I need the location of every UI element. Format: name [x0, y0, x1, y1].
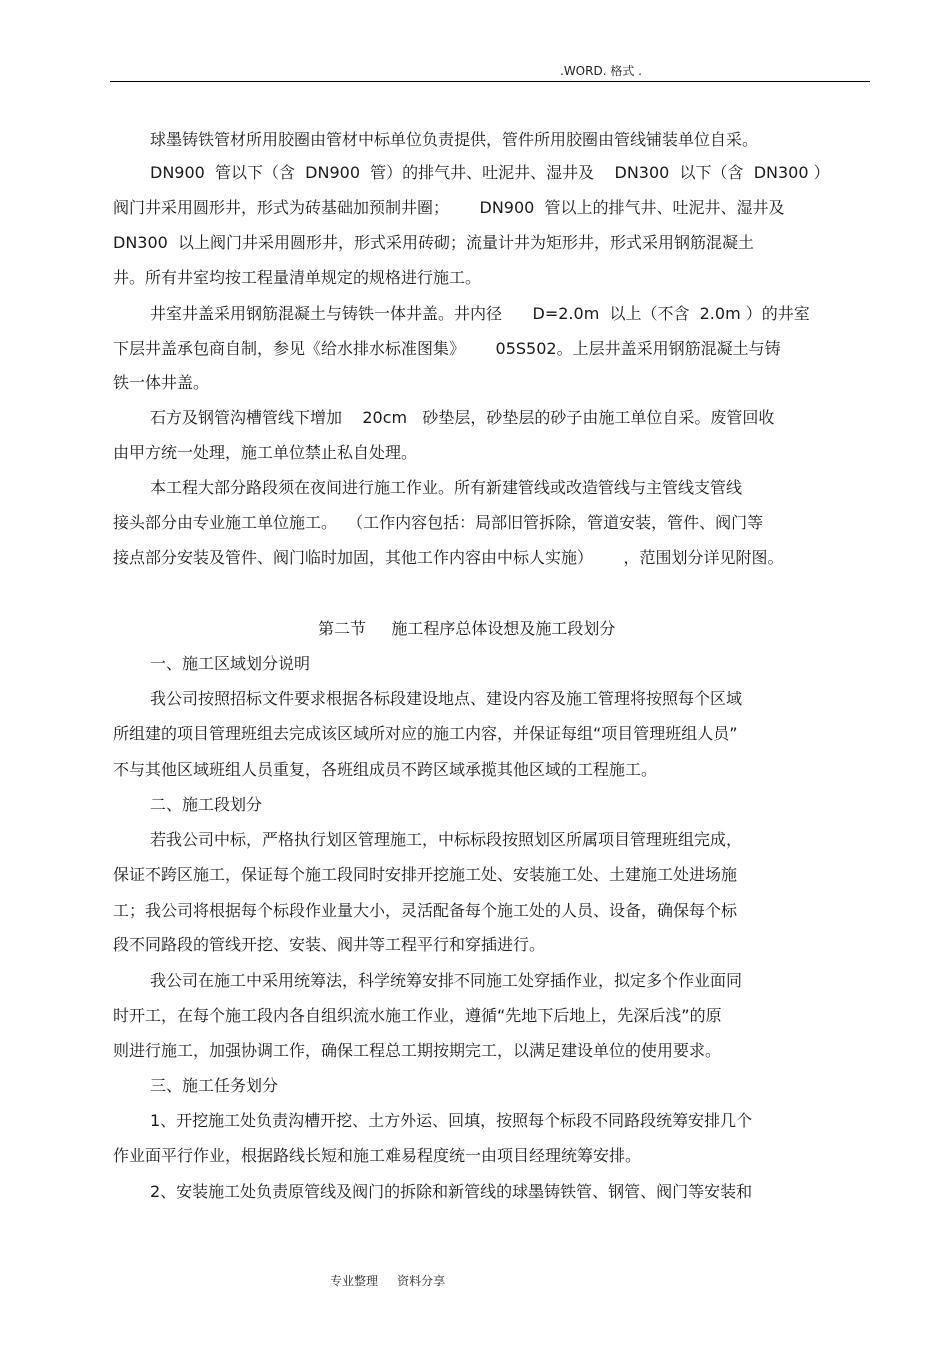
paragraph-line: 接头部分由专业施工单位施工。 （工作内容包括：局部旧管拆除，管道安装，管件、阀门等: [113, 513, 764, 532]
paragraph-line: 保证不跨区施工，保证每个施工段同时安排开挖施工处、安装施工处、土建施工处进场施: [113, 865, 738, 884]
paragraph-line: 则进行施工，加强协调工作，确保工程总工期按期完工，以满足建设单位的使用要求。: [113, 1041, 722, 1060]
subheading: 一、施工区域划分说明: [150, 654, 311, 673]
paragraph-line: 接点部分安装及管件、阀门临时加固，其他工作内容由中标人实施） ，范围划分详见附图。: [113, 548, 784, 567]
paragraph-line: 阀门井采用圆形井，形式为砖基础加预制井圈； DN900 管以上的排气井、吐泥井、湿井及: [113, 198, 785, 217]
paragraph-line: 由甲方统一处理，施工单位禁止私自处理。: [113, 443, 418, 462]
paragraph-line: 若我公司中标，严格执行划区管理施工，中标标段按照划区所属项目管理班组完成，: [150, 830, 743, 849]
paragraph-line: 本工程大部分路段须在夜间进行施工作业。所有新建管线或改造管线与主管线支管线: [150, 478, 743, 497]
paragraph-line: DN900 管以下（含 DN900 管）的排气井、吐泥井、湿井及 DN300 以下（含 DN300 ）: [150, 163, 830, 182]
header-text: .WORD. 格式 .: [560, 64, 642, 78]
paragraph-line: 1、开挖施工处负责沟槽开挖、土方外运、回填，按照每个标段不同路段统筹安排几个: [150, 1111, 753, 1130]
paragraph-line: 2、安装施工处负责原管线及阀门的拆除和新管线的球墨铸铁管、钢管、阀门等安装和: [150, 1182, 753, 1201]
paragraph-line: DN300 以上阀门井采用圆形井，形式采用砖砌；流量计井为矩形井，形式采用钢筋混凝土: [113, 233, 755, 252]
paragraph-line: 时开工，在每个施工段内各自组织流水施工作业，遵循“先地下后地上，先深后浅”的原: [113, 1006, 722, 1025]
paragraph-line: 井室井盖采用钢筋混凝土与铸铁一体井盖。井内径 D=2.0m 以上（不含 2.0m ）的井室: [150, 304, 810, 323]
paragraph-line: 石方及钢管沟槽管线下增加 20cm 砂垫层，砂垫层的砂子由施工单位自采。废管回收: [150, 408, 775, 427]
section-heading: 第二节 施工程序总体设想及施工段划分: [318, 619, 616, 638]
paragraph-line: 作业面平行作业，根据路线长短和施工难易程度统一由项目经理统筹安排。: [113, 1146, 642, 1165]
paragraph-line: 下层井盖承包商自制，参见《给水排水标准图集》 05S502。上层井盖采用钢筋混凝土与铸: [113, 339, 781, 358]
paragraph-line: 球墨铸铁管材所用胶圈由管材中标单位负责提供，管件所用胶圈由管线铺装单位自采。: [150, 130, 759, 149]
subheading: 三、施工任务划分: [150, 1076, 279, 1095]
subheading: 二、施工段划分: [150, 795, 263, 814]
paragraph-line: 段不同路段的管线开挖、安装、阀井等工程平行和穿插进行。: [113, 935, 546, 954]
paragraph-line: 不与其他区域班组人员重复，各班组成员不跨区域承揽其他区域的工程施工。: [113, 760, 658, 779]
header-rule: [110, 81, 870, 82]
footer-text: 专业整理 资料分享: [330, 1274, 446, 1288]
paragraph-line: 我公司在施工中采用统筹法，科学统筹安排不同施工处穿插作业，拟定多个作业面同: [150, 971, 743, 990]
paragraph-line: 井。所有井室均按工程量清单规定的规格进行施工。: [113, 268, 482, 287]
paragraph-line: 所组建的项目管理班组去完成该区域所对应的施工内容，并保证每组“项目管理班组人员”: [113, 724, 738, 743]
paragraph-line: 铁一体井盖。: [113, 373, 210, 392]
paragraph-line: 我公司按照招标文件要求根据各标段建设地点、建设内容及施工管理将按照每个区域: [150, 689, 743, 708]
paragraph-line: 工；我公司将根据每个标段作业量大小，灵活配备每个施工处的人员、设备，确保每个标: [113, 901, 738, 920]
